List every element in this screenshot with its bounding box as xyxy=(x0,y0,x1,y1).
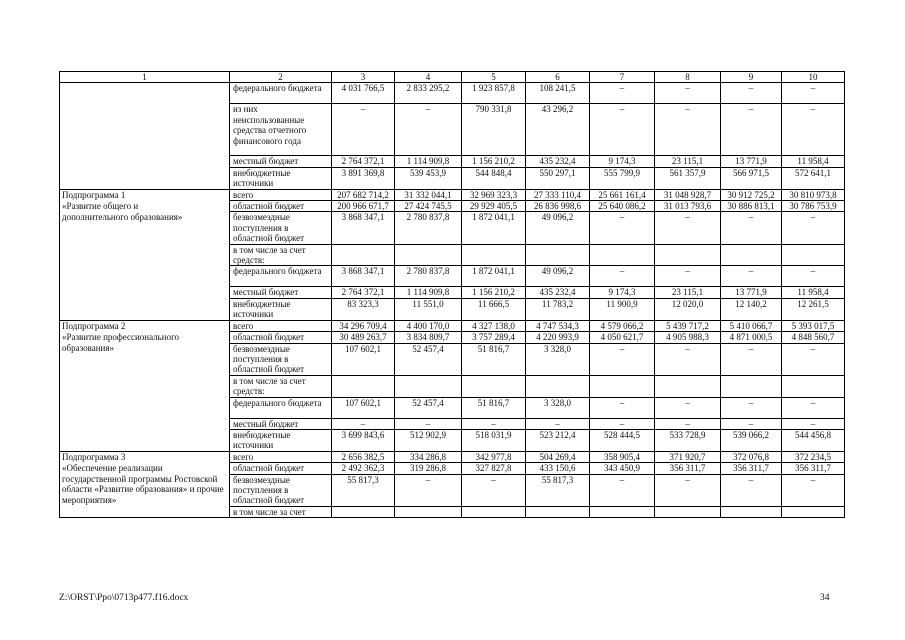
table-row xyxy=(60,298,845,320)
program-cell xyxy=(60,83,230,104)
table-row xyxy=(60,343,845,375)
value-cell: 9 174,3 xyxy=(590,287,655,298)
value-cell: – xyxy=(590,343,655,375)
header-row xyxy=(60,72,845,83)
value-cell: 200 966 671,7 xyxy=(332,201,395,212)
value-cell: 372 234,5 xyxy=(782,451,845,462)
table-row xyxy=(60,287,845,298)
program-cell: Подпрограмма 2 xyxy=(60,320,230,331)
value-cell: 1 923 857,8 xyxy=(462,83,526,104)
value-cell: 49 096,2 xyxy=(526,266,590,287)
value-cell: – xyxy=(655,397,721,418)
value-cell: – xyxy=(655,83,721,104)
value-cell: 26 836 998,6 xyxy=(526,201,590,212)
value-cell: – xyxy=(721,104,782,156)
value-cell: 34 296 709,4 xyxy=(332,320,395,331)
table-row xyxy=(60,244,845,266)
footer-file-path: Z:\ORST\Ppo\0713p477.f16.docx xyxy=(59,593,189,603)
table-row xyxy=(60,212,845,244)
value-cell: 31 332 044,1 xyxy=(395,189,462,200)
value-cell: 334 286,8 xyxy=(395,451,462,462)
funding-source-cell: федерального бюджета xyxy=(230,266,332,287)
value-cell: 55 817,3 xyxy=(332,474,395,506)
value-cell: 25 640 086,2 xyxy=(590,201,655,212)
value-cell: – xyxy=(655,104,721,156)
program-cell: «Развитие профессионального xyxy=(60,332,230,343)
value-cell: 2 833 295,2 xyxy=(395,83,462,104)
funding-source-cell: местный бюджет xyxy=(230,287,332,298)
value-cell: 11 958,4 xyxy=(782,156,845,167)
value-cell xyxy=(590,375,655,397)
value-cell xyxy=(590,506,655,517)
value-cell: 435 232,4 xyxy=(526,156,590,167)
value-cell: 435 232,4 xyxy=(526,287,590,298)
value-cell: – xyxy=(782,397,845,418)
value-cell: 528 444,5 xyxy=(590,429,655,451)
value-cell: 343 450,9 xyxy=(590,463,655,474)
funding-source-cell: внебюджетные источники xyxy=(230,429,332,451)
table-row xyxy=(60,375,845,397)
value-cell: – xyxy=(590,474,655,506)
table-row xyxy=(60,189,845,200)
value-cell: – xyxy=(782,83,845,104)
program-cell: Подпрограмма 1 xyxy=(60,189,230,200)
value-cell: 12 020,0 xyxy=(655,298,721,320)
header-cell: 3 xyxy=(332,72,395,83)
value-cell: 23 115,1 xyxy=(655,156,721,167)
value-cell: 1 156 210,2 xyxy=(462,287,526,298)
value-cell: – xyxy=(782,266,845,287)
table-row xyxy=(60,397,845,418)
value-cell: 356 311,7 xyxy=(721,463,782,474)
funding-source-cell: безвозмездные поступления в областной бюджет xyxy=(230,474,332,506)
value-cell xyxy=(721,244,782,266)
program-cell: «Обеспечение реализации xyxy=(60,463,230,474)
value-cell: 13 771,9 xyxy=(721,287,782,298)
program-cell xyxy=(60,244,230,266)
value-cell xyxy=(590,244,655,266)
value-cell: 52 457,4 xyxy=(395,397,462,418)
value-cell: 4 031 766,5 xyxy=(332,83,395,104)
funding-source-cell: областной бюджет xyxy=(230,332,332,343)
funding-source-cell: всего xyxy=(230,189,332,200)
value-cell: 2 780 837,8 xyxy=(395,212,462,244)
funding-source-cell: безвозмездные поступления в областной бюджет xyxy=(230,343,332,375)
value-cell: 4 220 993,9 xyxy=(526,332,590,343)
value-cell: 342 977,8 xyxy=(462,451,526,462)
table-row xyxy=(60,474,845,506)
value-cell xyxy=(655,375,721,397)
table-row xyxy=(60,167,845,189)
table-row xyxy=(60,463,845,474)
program-cell xyxy=(60,104,230,156)
value-cell: 3 328,0 xyxy=(526,343,590,375)
value-cell: 319 286,8 xyxy=(395,463,462,474)
value-cell: 2 780 837,8 xyxy=(395,266,462,287)
program-cell: государственной программы Ростовской области «Развитие образования» и прочие мероприятия» xyxy=(60,474,230,506)
value-cell: 23 115,1 xyxy=(655,287,721,298)
funding-source-cell: федерального бюджета xyxy=(230,83,332,104)
value-cell: – xyxy=(395,418,462,429)
value-cell: 11 900,9 xyxy=(590,298,655,320)
value-cell: – xyxy=(721,343,782,375)
value-cell: – xyxy=(590,104,655,156)
value-cell: 207 682 714,2 xyxy=(332,189,395,200)
funding-source-cell: местный бюджет xyxy=(230,418,332,429)
funding-source-cell: местный бюджет xyxy=(230,156,332,167)
funding-source-cell: внебюджетные источники xyxy=(230,298,332,320)
funding-source-cell: внебюджетные источники xyxy=(230,167,332,189)
value-cell: 11 666,5 xyxy=(462,298,526,320)
value-cell: 5 393 017,5 xyxy=(782,320,845,331)
table-row xyxy=(60,201,845,212)
value-cell xyxy=(782,244,845,266)
value-cell: 5 439 717,2 xyxy=(655,320,721,331)
value-cell xyxy=(395,506,462,517)
value-cell: 572 641,1 xyxy=(782,167,845,189)
funding-source-cell: безвозмездные поступления в областной бюджет xyxy=(230,212,332,244)
value-cell: 356 311,7 xyxy=(655,463,721,474)
value-cell: – xyxy=(782,343,845,375)
value-cell: 544 848,4 xyxy=(462,167,526,189)
value-cell: – xyxy=(655,418,721,429)
value-cell xyxy=(526,244,590,266)
value-cell: 1 156 210,2 xyxy=(462,156,526,167)
value-cell: 1 872 041,1 xyxy=(462,212,526,244)
value-cell: – xyxy=(395,474,462,506)
header-cell: 7 xyxy=(590,72,655,83)
value-cell: 29 929 405,5 xyxy=(462,201,526,212)
value-cell: – xyxy=(590,397,655,418)
value-cell: – xyxy=(721,83,782,104)
program-cell xyxy=(60,375,230,397)
value-cell: 1 114 909,8 xyxy=(395,287,462,298)
program-cell: «Развитие общего и xyxy=(60,201,230,212)
value-cell: – xyxy=(332,418,395,429)
value-cell: 31 048 928,7 xyxy=(655,189,721,200)
value-cell: 3 891 369,8 xyxy=(332,167,395,189)
value-cell: 539 066,2 xyxy=(721,429,782,451)
program-cell xyxy=(60,397,230,418)
value-cell: 790 331,8 xyxy=(462,104,526,156)
value-cell: 4 871 000,5 xyxy=(721,332,782,343)
value-cell: 30 912 725,2 xyxy=(721,189,782,200)
header-cell: 1 xyxy=(60,72,230,83)
value-cell: 30 489 263,7 xyxy=(332,332,395,343)
table-row xyxy=(60,332,845,343)
funding-source-cell: в том числе за счет xyxy=(230,506,332,517)
value-cell: 3 868 347,1 xyxy=(332,266,395,287)
value-cell: 4 848 560,7 xyxy=(782,332,845,343)
header-cell: 4 xyxy=(395,72,462,83)
value-cell: 30 786 753,9 xyxy=(782,201,845,212)
value-cell xyxy=(721,375,782,397)
value-cell: 25 661 161,4 xyxy=(590,189,655,200)
funding-source-cell: федерального бюджета xyxy=(230,397,332,418)
value-cell: 32 969 323,3 xyxy=(462,189,526,200)
value-cell: 358 905,4 xyxy=(590,451,655,462)
table-row xyxy=(60,266,845,287)
value-cell: 2 656 382,5 xyxy=(332,451,395,462)
value-cell: – xyxy=(655,343,721,375)
budget-table xyxy=(59,71,845,518)
value-cell: – xyxy=(526,418,590,429)
value-cell xyxy=(782,375,845,397)
value-cell: 107 602,1 xyxy=(332,343,395,375)
value-cell: – xyxy=(590,83,655,104)
header-cell: 10 xyxy=(782,72,845,83)
funding-source-cell: всего xyxy=(230,451,332,462)
table-row xyxy=(60,320,845,331)
value-cell: – xyxy=(782,212,845,244)
value-cell: 4 905 988,3 xyxy=(655,332,721,343)
value-cell: 31 013 793,6 xyxy=(655,201,721,212)
value-cell: 5 410 066,7 xyxy=(721,320,782,331)
program-cell xyxy=(60,429,230,451)
value-cell: 356 311,7 xyxy=(782,463,845,474)
program-cell xyxy=(60,298,230,320)
value-cell: – xyxy=(655,266,721,287)
table-body xyxy=(60,72,845,518)
value-cell xyxy=(332,506,395,517)
value-cell: 43 296,2 xyxy=(526,104,590,156)
value-cell: 550 297,1 xyxy=(526,167,590,189)
value-cell: 52 457,4 xyxy=(395,343,462,375)
table-row xyxy=(60,451,845,462)
funding-source-cell: всего xyxy=(230,320,332,331)
value-cell: 433 150,6 xyxy=(526,463,590,474)
value-cell xyxy=(655,244,721,266)
value-cell: – xyxy=(655,474,721,506)
value-cell xyxy=(526,375,590,397)
header-cell: 5 xyxy=(462,72,526,83)
value-cell: 30 810 973,8 xyxy=(782,189,845,200)
value-cell xyxy=(526,506,590,517)
value-cell: – xyxy=(395,104,462,156)
header-cell: 2 xyxy=(230,72,332,83)
table-row xyxy=(60,429,845,451)
value-cell: – xyxy=(462,474,526,506)
funding-source-cell: в том числе за счет средств: xyxy=(230,244,332,266)
program-cell xyxy=(60,156,230,167)
value-cell: 83 323,3 xyxy=(332,298,395,320)
header-cell: 6 xyxy=(526,72,590,83)
value-cell: 4 050 621,7 xyxy=(590,332,655,343)
header-cell: 9 xyxy=(721,72,782,83)
value-cell: 108 241,5 xyxy=(526,83,590,104)
value-cell: – xyxy=(721,474,782,506)
value-cell: – xyxy=(721,212,782,244)
value-cell: 2 492 362,3 xyxy=(332,463,395,474)
value-cell: – xyxy=(782,474,845,506)
program-cell: образования» xyxy=(60,343,230,375)
value-cell xyxy=(462,244,526,266)
value-cell: 539 453,9 xyxy=(395,167,462,189)
value-cell: 51 816,7 xyxy=(462,397,526,418)
value-cell: – xyxy=(332,104,395,156)
header-cell: 8 xyxy=(655,72,721,83)
value-cell: 512 902,9 xyxy=(395,429,462,451)
value-cell: 372 076,8 xyxy=(721,451,782,462)
value-cell: 3 834 809,7 xyxy=(395,332,462,343)
value-cell: 12 140,2 xyxy=(721,298,782,320)
table-row xyxy=(60,156,845,167)
value-cell: 1 114 909,8 xyxy=(395,156,462,167)
value-cell: 9 174,3 xyxy=(590,156,655,167)
funding-source-cell: областной бюджет xyxy=(230,201,332,212)
value-cell: – xyxy=(721,266,782,287)
footer-page-number: 34 xyxy=(820,593,830,603)
value-cell: 504 269,4 xyxy=(526,451,590,462)
value-cell: – xyxy=(655,212,721,244)
value-cell: 3 868 347,1 xyxy=(332,212,395,244)
value-cell: – xyxy=(462,418,526,429)
table-row xyxy=(60,83,845,104)
program-cell xyxy=(60,418,230,429)
program-cell: Подпрограмма 3 xyxy=(60,451,230,462)
value-cell xyxy=(332,244,395,266)
value-cell: 3 699 843,6 xyxy=(332,429,395,451)
value-cell xyxy=(395,244,462,266)
table-row xyxy=(60,104,845,156)
value-cell: 533 728,9 xyxy=(655,429,721,451)
program-cell xyxy=(60,266,230,287)
value-cell: – xyxy=(590,212,655,244)
value-cell: 49 096,2 xyxy=(526,212,590,244)
value-cell: 4 579 066,2 xyxy=(590,320,655,331)
funding-source-cell: из них неиспользованные средства отчетного финансового года xyxy=(230,104,332,156)
value-cell: 51 816,7 xyxy=(462,343,526,375)
value-cell: 518 031,9 xyxy=(462,429,526,451)
value-cell xyxy=(462,375,526,397)
value-cell: 544 456,8 xyxy=(782,429,845,451)
value-cell: 55 817,3 xyxy=(526,474,590,506)
value-cell: 371 920,7 xyxy=(655,451,721,462)
value-cell: 107 602,1 xyxy=(332,397,395,418)
value-cell: – xyxy=(782,104,845,156)
value-cell: 27 424 745,5 xyxy=(395,201,462,212)
value-cell: 4 400 170,0 xyxy=(395,320,462,331)
funding-source-cell: областной бюджет xyxy=(230,463,332,474)
value-cell xyxy=(655,506,721,517)
value-cell: 27 333 110,4 xyxy=(526,189,590,200)
value-cell xyxy=(782,506,845,517)
value-cell: – xyxy=(782,418,845,429)
value-cell: 2 764 372,1 xyxy=(332,156,395,167)
program-cell xyxy=(60,287,230,298)
value-cell xyxy=(462,506,526,517)
value-cell: 561 357,9 xyxy=(655,167,721,189)
value-cell: 4 747 534,3 xyxy=(526,320,590,331)
program-cell xyxy=(60,506,230,517)
value-cell xyxy=(332,375,395,397)
value-cell: 11 551,0 xyxy=(395,298,462,320)
value-cell: 3 757 289,4 xyxy=(462,332,526,343)
value-cell xyxy=(395,375,462,397)
funding-source-cell: в том числе за счет средств: xyxy=(230,375,332,397)
value-cell: 11 958,4 xyxy=(782,287,845,298)
value-cell: 3 328,0 xyxy=(526,397,590,418)
value-cell: 4 327 138,0 xyxy=(462,320,526,331)
value-cell: – xyxy=(721,397,782,418)
value-cell: 11 783,2 xyxy=(526,298,590,320)
table-row xyxy=(60,418,845,429)
value-cell: 12 261,5 xyxy=(782,298,845,320)
value-cell: – xyxy=(590,418,655,429)
value-cell: 30 886 813,1 xyxy=(721,201,782,212)
value-cell: 523 212,4 xyxy=(526,429,590,451)
value-cell: 2 764 372,1 xyxy=(332,287,395,298)
value-cell: 555 799,9 xyxy=(590,167,655,189)
value-cell: 1 872 041,1 xyxy=(462,266,526,287)
program-cell xyxy=(60,167,230,189)
value-cell xyxy=(721,506,782,517)
value-cell: 13 771,9 xyxy=(721,156,782,167)
table-row xyxy=(60,506,845,517)
value-cell: 327 827,8 xyxy=(462,463,526,474)
value-cell: – xyxy=(721,418,782,429)
value-cell: – xyxy=(590,266,655,287)
value-cell: 566 971,5 xyxy=(721,167,782,189)
program-cell: дополнительного образования» xyxy=(60,212,230,244)
